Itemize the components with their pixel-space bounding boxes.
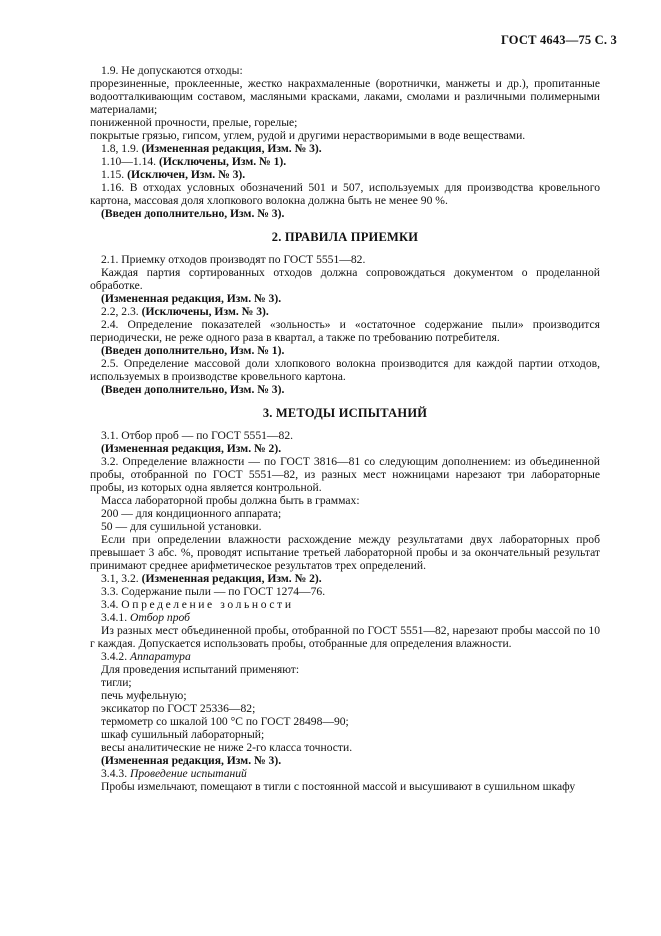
note-text: (Измененная редакция, Изм. № 3). bbox=[141, 142, 322, 155]
page-header: ГОСТ 4643—75 С. 3 bbox=[500, 33, 617, 47]
section-3 bbox=[90, 429, 600, 793]
clause-heading: Аппаратура bbox=[130, 650, 191, 663]
clause-number: 3.4. bbox=[101, 598, 119, 611]
clause-3-4-3-text: Пробы измельчают, помещают в тигли с постоянной массой и высушивают в сушильном шкафу bbox=[101, 780, 576, 793]
note-text: (Исключены, Изм. № 3). bbox=[141, 305, 269, 318]
clause-2-1: 2.1. Приемку отходов производят по ГОСТ 5551—82. bbox=[101, 253, 366, 266]
clause-3-4-3 bbox=[90, 767, 600, 780]
clause-2-1-text: Каждая партия сортированных отходов должна сопровождаться документом о проделанной обработке. bbox=[90, 266, 600, 292]
amendment-note: (Введен дополнительно, Изм. № 1). bbox=[101, 344, 285, 357]
note-text: (Измененная редакция, Изм. № 2). bbox=[141, 572, 322, 585]
section-3-title: 3. МЕТОДЫ ИСПЫТАНИЙ bbox=[262, 406, 428, 420]
clause-number: 3.4.1. bbox=[101, 611, 128, 624]
clause-3-2-item: 200 — для кондиционного аппарата; bbox=[101, 507, 282, 520]
clause-1-9-item-b: пониженной прочности, прелые, горелые; bbox=[90, 116, 298, 129]
note-number: 1.8, 1.9. bbox=[101, 142, 139, 155]
amendment-note bbox=[90, 305, 600, 318]
equipment-item: печь муфельную; bbox=[101, 689, 187, 702]
note-number: 3.1, 3.2. bbox=[101, 572, 139, 585]
amendment-note bbox=[90, 168, 600, 181]
note-text: (Исключен, Изм. № 3). bbox=[127, 168, 246, 181]
clause-3-2-discrepancy: Если при определении влажности расхождение между результатами двух лабораторных проб превышает 3 абс. %, проводят испытание третьей лабораторной пробы и за окончательный результат принимают среднее арифметическое результатов трех определений. bbox=[90, 533, 600, 572]
clause-1-9-item-a: прорезиненные, проклеенные, жестко накрахмаленные (воротнички, манжеты и др.), пропитанные водоотталкивающим составом, масляными красками, лаками, смолами и различными полимерными материалами; bbox=[90, 77, 600, 116]
clause-1-9: 1.9. Не допускаются отходы: bbox=[101, 64, 243, 77]
clause-2-4: 2.4. Определение показателей «зольность» и «остаточное содержание пыли» производится периодически, не реже одного раза в квартал, а также по требованию потребителя. bbox=[90, 318, 600, 344]
note-number: 1.10—1.14. bbox=[101, 155, 157, 168]
equipment-item: эксикатор по ГОСТ 25336—82; bbox=[101, 702, 256, 715]
note-number: 2.2, 2.3. bbox=[101, 305, 139, 318]
clause-1-16: 1.16. В отходах условных обозначений 501 и 507, используемых для производства кровельного картона, массовая доля хлопкового волокна должна быть не менее 90 %. bbox=[90, 181, 600, 207]
clause-3-4-1-text: Из разных мест объединенной пробы, отобранной по ГОСТ 5551—82, нарезают пробы массой по 10 г каждая. Допускается использовать пробы, отобранные для определения влажности. bbox=[90, 624, 600, 650]
amendment-note bbox=[90, 572, 600, 585]
clause-3-4-1 bbox=[90, 611, 600, 624]
equipment-intro: Для проведения испытаний применяют: bbox=[101, 663, 300, 676]
clause-3-4-2 bbox=[90, 650, 600, 663]
section-1-continuation bbox=[90, 64, 600, 220]
clause-2-5: 2.5. Определение массовой доли хлопкового волокна производится для каждой партии отходов, используемых в производстве кровельного картона. bbox=[90, 357, 600, 383]
clause-number: 3.4.3. bbox=[101, 767, 128, 780]
clause-heading: Проведение испытаний bbox=[130, 767, 247, 780]
section-2 bbox=[90, 253, 600, 396]
amendment-note bbox=[90, 155, 600, 168]
clause-heading: Отбор проб bbox=[130, 611, 190, 624]
equipment-item: тигли; bbox=[101, 676, 132, 689]
clause-3-2-item: 50 — для сушильной установки. bbox=[101, 520, 262, 533]
clause-number: 3.4.2. bbox=[101, 650, 128, 663]
document-body bbox=[90, 64, 600, 793]
clause-heading: Определение зольности bbox=[121, 598, 294, 611]
amendment-note: (Введен дополнительно, Изм. № 3). bbox=[101, 383, 285, 396]
note-text: (Исключены, Изм. № 1). bbox=[158, 155, 287, 168]
amendment-note: (Измененная редакция, Изм. № 3). bbox=[101, 292, 282, 305]
clause-3-3: 3.3. Содержание пыли — по ГОСТ 1274—76. bbox=[101, 585, 326, 598]
amendment-note bbox=[90, 142, 600, 155]
equipment-item: шкаф сушильный лабораторный; bbox=[101, 728, 265, 741]
section-2-title: 2. ПРАВИЛА ПРИЕМКИ bbox=[271, 230, 419, 244]
equipment-item: весы аналитические не ниже 2-го класса точности. bbox=[101, 741, 353, 754]
clause-3-2-mass: Масса лабораторной пробы должна быть в граммах: bbox=[101, 494, 360, 507]
note-number: 1.15. bbox=[101, 168, 125, 181]
clause-3-2: 3.2. Определение влажности — по ГОСТ 3816—81 со следующим дополнением: из объединенной пробы, отобранной по ГОСТ 5551—82, из разных мест ножницами нарезают три лабораторные пробы, из которых одна является контрольной. bbox=[90, 455, 600, 494]
amendment-note: (Измененная редакция, Изм. № 3). bbox=[101, 754, 282, 767]
amendment-note: (Введен дополнительно, Изм. № 3). bbox=[101, 207, 285, 220]
clause-3-4 bbox=[90, 598, 600, 611]
clause-1-9-item-c: покрытые грязью, гипсом, углем, рудой и другими нерастворимыми в воде веществами. bbox=[90, 129, 526, 142]
amendment-note: (Измененная редакция, Изм. № 2). bbox=[101, 442, 282, 455]
equipment-item: термометр со шкалой 100 °С по ГОСТ 28498—90; bbox=[101, 715, 349, 728]
clause-3-1: 3.1. Отбор проб — по ГОСТ 5551—82. bbox=[101, 429, 294, 442]
